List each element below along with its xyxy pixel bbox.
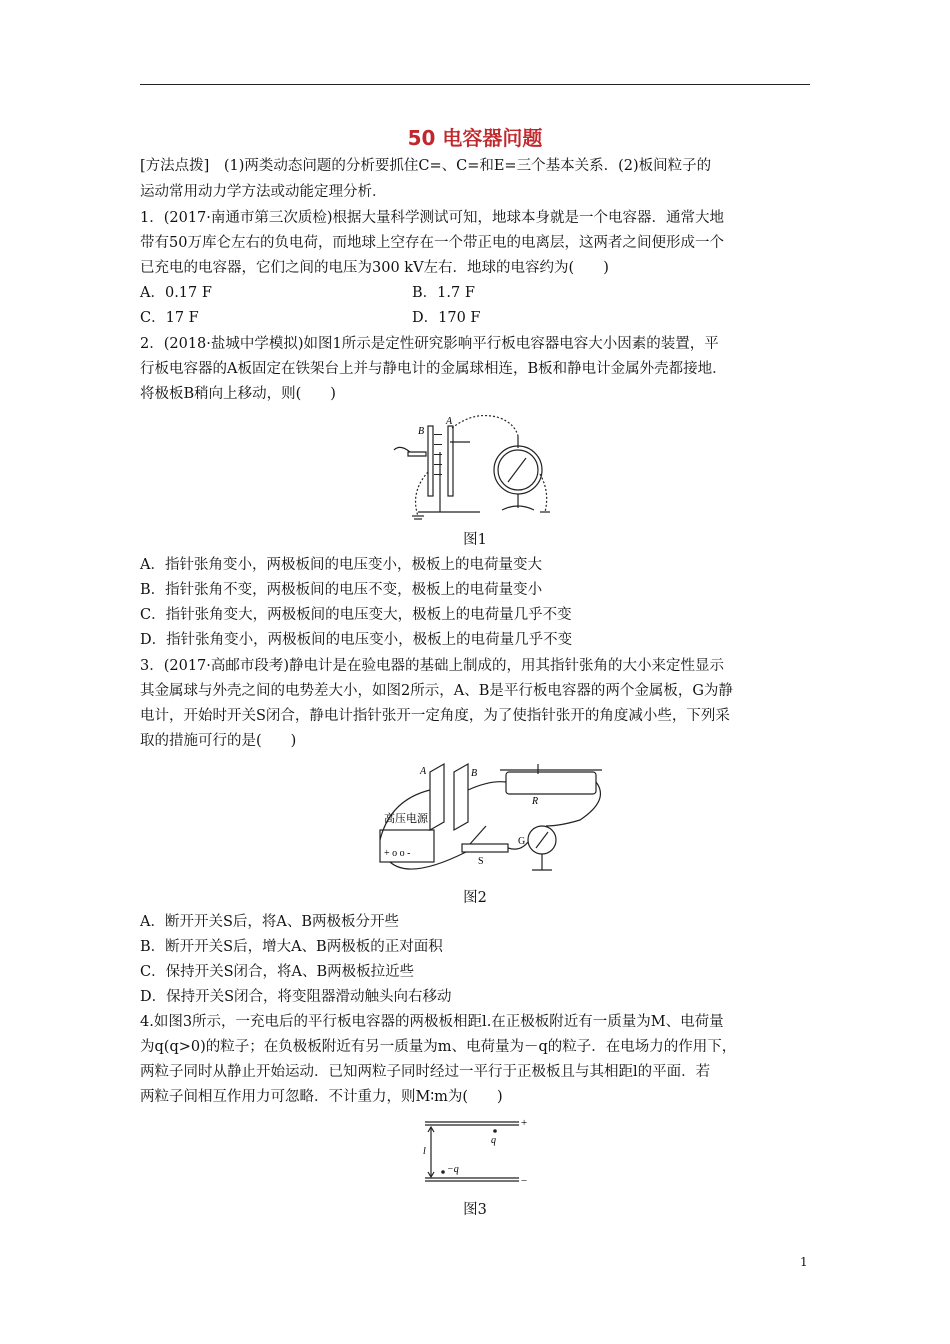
q4-line-2: 为q(q>0)的粒子；在负极板附近有另一质量为m、电荷量为－q的粒子．在电场力的作用下， xyxy=(140,1039,737,1055)
figure-2-label-a: A xyxy=(420,766,427,777)
q3-option-d: D．保持开关S闭合，将变阻器滑动触头向右移动 xyxy=(140,989,452,1005)
q2-line-2: 行板电容器的A板固定在铁架台上并与静电计的金属球相连，B板和静电计金属外壳都接地． xyxy=(140,361,727,377)
figure-2-caption: 图2 xyxy=(463,890,487,906)
figure-3-label-q: q xyxy=(491,1135,496,1146)
q3-line-4: 取的措施可行的是( ) xyxy=(140,733,297,749)
intro-line-1: [方法点拨] (1)两类动态问题的分析要抓住C=、C=和E=三个基本关系．(2)板间粒子的 xyxy=(140,158,712,174)
q3-line-3: 电计，开始时开关S闭合，静电计指针张开一定角度，为了使指针张开的角度减小些，下列采 xyxy=(140,708,730,724)
q2-line-1: 2．(2018·盐城中学模拟)如图1所示是定性研究影响平行板电容器电容大小因素的装置，平 xyxy=(140,336,719,352)
q4-line-1: 4.如图3所示，一充电后的平行板电容器的两极板相距l.在正极板附近有一质量为M、电荷量 xyxy=(140,1014,724,1030)
figure-1-label-b: B xyxy=(418,426,425,437)
q1-option-a: A．0.17 F xyxy=(140,285,212,301)
q4-line-4: 两粒子间相互作用力可忽略．不计重力，则M∶m为( ) xyxy=(140,1089,503,1105)
q3-option-b: B．断开开关S后，增大A、B两极板的正对面积 xyxy=(140,939,443,955)
q1-option-b: B．1.7 F xyxy=(412,285,475,301)
q2-option-b: B．指针张角不变，两极板间的电压不变，极板上的电荷量变小 xyxy=(140,582,543,598)
figure-3-label-plus: + xyxy=(521,1117,528,1129)
electrometer-needle xyxy=(508,458,526,482)
figure-1-label-a: A xyxy=(446,416,453,427)
q1-option-c: C．17 F xyxy=(140,310,199,326)
q1-option-d: D．170 F xyxy=(412,310,481,326)
figure-3-caption: 图3 xyxy=(463,1202,487,1218)
plate-a xyxy=(448,426,453,496)
plate-a xyxy=(430,764,444,830)
q3-option-a: A．断开开关S后，将A、B两极板分开些 xyxy=(140,914,400,930)
figure-2-circuit xyxy=(370,760,620,882)
q4-line-3: 两粒子同时从静止开始运动．已知两粒子同时经过一平行于正极板且与其相距l的平面．若 xyxy=(140,1064,711,1080)
intro-line-2: 运动常用动力学方法或动能定理分析． xyxy=(140,184,387,200)
page-number: 1 xyxy=(800,1255,808,1269)
q2-line-3: 将极板B稍向上移动，则( ) xyxy=(140,386,336,402)
q3-line-2: 其金属球与外壳之间的电势差大小，如图2所示，A、B是平行板电容器的两个金属板，G为静 xyxy=(140,683,733,699)
figure-2-label-b: B xyxy=(471,768,478,779)
figure-1-caption: 图1 xyxy=(463,532,487,548)
figure-3-label-neg-q: −q xyxy=(447,1164,459,1175)
q3-line-1: 3．(2017·高邮市段考)静电计是在验电器的基础上制成的，用其指针张角的大小来定性显示 xyxy=(140,658,725,674)
q2-option-a: A．指针张角变小，两极板间的电压变小，极板上的电荷量变大 xyxy=(140,557,542,573)
figure-2-label-terminals: + o o - xyxy=(384,848,411,859)
q1-line-2: 带有50万库仑左右的负电荷，而地球上空存在一个带正电的电离层，这两者之间便形成一个 xyxy=(140,235,724,251)
figure-2-label-source: 高压电源 xyxy=(384,812,428,825)
switch-s xyxy=(462,844,508,852)
figure-3-label-minus: − xyxy=(521,1175,528,1187)
header-rule xyxy=(140,84,810,85)
q1-line-1: 1．(2017·南通市第三次质检)根据大量科学测试可知，地球本身就是一个电容器．通常大地 xyxy=(140,210,725,226)
page-title: 50 电容器问题 xyxy=(407,126,543,150)
plate-b xyxy=(454,764,468,830)
plate-b xyxy=(428,426,433,496)
q3-option-c: C．保持开关S闭合，将A、B两极板拉近些 xyxy=(140,964,415,980)
figure-3-label-l: l xyxy=(423,1146,426,1157)
q2-option-c: C．指针张角变大，两极板间的电压变大，极板上的电荷量几乎不变 xyxy=(140,607,572,623)
figure-3-capacitor xyxy=(415,1112,535,1192)
electrometer-case xyxy=(494,446,542,494)
figure-2-label-r: R xyxy=(532,796,539,807)
q2-option-d: D．指针张角变小，两极板间的电压变小，极板上的电荷量几乎不变 xyxy=(140,632,573,648)
figure-2-label-g: G xyxy=(518,836,526,847)
rheostat xyxy=(506,772,596,794)
q1-line-3: 已充电的电容器，它们之间的电压为300 kV左右．地球的电容约为( ) xyxy=(140,260,609,276)
figure-1-apparatus xyxy=(390,412,570,524)
figure-2-label-s: S xyxy=(478,856,484,867)
